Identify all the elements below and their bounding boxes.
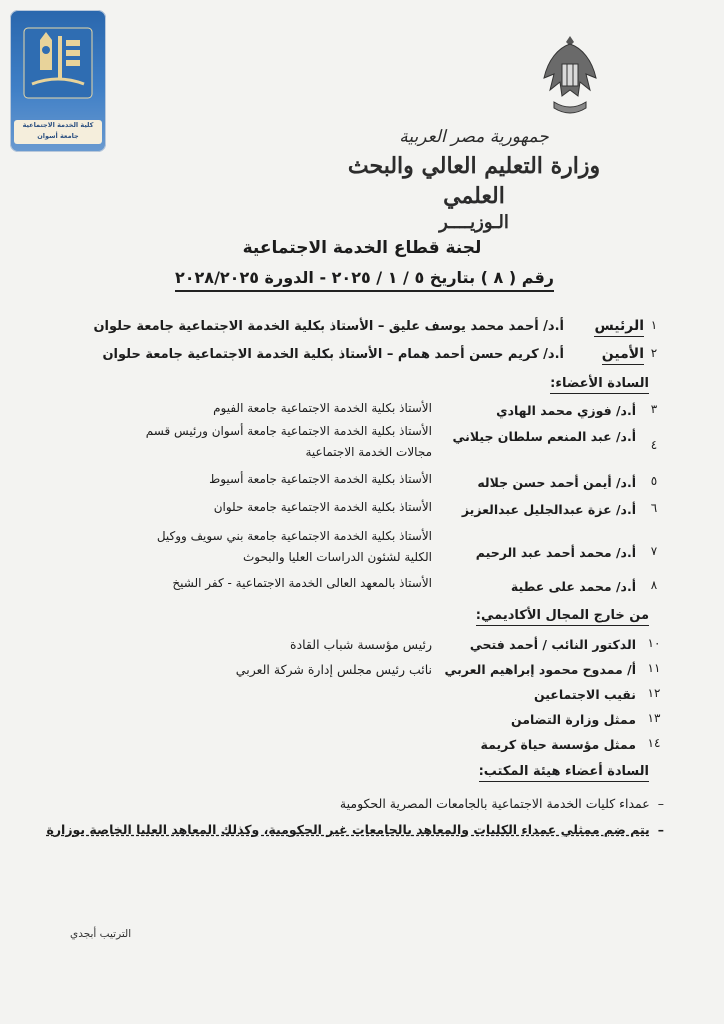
row-number: ١٣ <box>647 711 661 725</box>
member-description: الأستاذ بكلية الخدمة الاجتماعية جامعة أسوان ورئيس قسم مجالات الخدمة الاجتماعية <box>145 424 432 459</box>
member-name: أ.د/ عزة عبدالجليل عبدالعزيز <box>461 502 636 517</box>
faculty-logo <box>10 10 106 152</box>
member-name: أ.د/ أيمن أحمد حسن جلاله <box>477 475 636 490</box>
member-name: أ.د/ عبد المنعم سلطان جيلاني <box>452 429 636 444</box>
eagle-emblem-icon <box>540 30 600 122</box>
pharaonic-emblem-icon <box>10 10 106 120</box>
member-description: الأستاذ بالمعهد العالى الخدمة الاجتماعية - كفر الشيخ <box>172 576 432 590</box>
row-number: ١٠ <box>647 636 661 650</box>
row-number: ٤ <box>650 438 658 452</box>
faculty-logo-caption <box>14 120 102 144</box>
office-heading: السادة أعضاء هيئة المكتب: <box>479 763 649 782</box>
row-number: ١ <box>650 318 658 332</box>
row-number: ٥ <box>650 474 658 488</box>
member-name: أ.د/ محمد على عطية <box>510 579 636 594</box>
member-description: الأستاذ بكلية الخدمة الاجتماعية جامعة أسيوط <box>209 472 432 486</box>
dash-bullet: – <box>657 796 664 811</box>
member-name: أ.د/ محمد أحمد عبد الرحيم <box>475 545 636 560</box>
row-number: ٢ <box>650 346 658 360</box>
row-number: ٦ <box>650 501 658 515</box>
row-number: ٧ <box>650 544 658 558</box>
dash-bullet: – <box>657 822 664 837</box>
row-number: ١٤ <box>647 736 661 750</box>
office-item-text: عمداء كليات الخدمة الاجتماعية بالجامعات المصرية الحكومية <box>339 796 650 811</box>
external-member-name: نقيب الاجتماعين <box>533 687 636 702</box>
document-reference: رقم ( ٨ ) بتاريخ ٥ / ١ / ٢٠٢٥ - الدورة ٢٠٢٨/٢٠٢٥ <box>175 268 554 292</box>
row-number: ١١ <box>647 661 661 675</box>
external-member-description: رئيس مؤسسة شباب القادة <box>290 637 432 652</box>
external-member-description: نائب رئيس مجلس إدارة شركة العربي <box>235 662 432 677</box>
member-description: الأستاذ بكلية الخدمة الاجتماعية جامعة بني سويف ووكيل الكلية لشئون الدراسات العليا والبحوث <box>156 529 432 564</box>
member-description: الأستاذ بكلية الخدمة الاجتماعية جامعة حلوان <box>213 500 432 514</box>
row-number: ١٢ <box>647 686 661 700</box>
secretary-text: أ.د/ كريم حسن أحمد همام – الأستاذ بكلية الخدمة الاجتماعية جامعة حلوان <box>102 347 564 362</box>
ministry-header <box>324 125 624 235</box>
external-member-name: ممثل مؤسسة حياة كريمة <box>480 737 636 752</box>
footer-note: الترتيب أبجدي <box>70 928 132 940</box>
row-number: ٣ <box>650 402 658 416</box>
external-heading: من خارج المجال الأكاديمي: <box>476 607 649 626</box>
external-member-name: أ/ ممدوح محمود إبراهيم العربي <box>444 662 636 677</box>
row-number: ٨ <box>650 578 658 592</box>
member-description: الأستاذ بكلية الخدمة الاجتماعية جامعة الفيوم <box>213 401 432 415</box>
faculty-logo-caption-line2: جامعة أسوان <box>37 132 79 140</box>
role-chairman: الرئيس <box>594 317 644 337</box>
external-member-name: الدكتور النائب / أحمد فتحي <box>469 637 636 652</box>
faculty-logo-caption-line1: كلية الخدمة الاجتماعية <box>22 121 94 129</box>
external-member-name: ممثل وزارة التضامن <box>511 712 636 727</box>
chairman-text: أ.د/ أحمد محمد يوسف عليق – الأستاذ بكلية الخدمة الاجتماعية جامعة حلوان <box>93 319 564 334</box>
republic-name: جمهورية مصر العربية <box>399 127 549 147</box>
members-heading: السادة الأعضاء: <box>550 375 649 394</box>
document-title: لجنة قطاع الخدمة الاجتماعية <box>242 238 482 258</box>
office-item <box>340 793 664 814</box>
ministry-name: وزارة التعليم العالي والبحث العلمي <box>347 153 601 209</box>
office-item-text: يتم ضم ممثلي عمداء الكليات والمعاهد بالجامعات غير الحكومية، وكذلك المعاهد العليا الخاصة بوزارة <box>46 822 650 837</box>
role-secretary: الأمين <box>602 345 644 365</box>
minister-label: الـوزيــــر <box>439 212 509 233</box>
office-item <box>46 819 664 840</box>
member-name: أ.د/ فوزي محمد الهادي <box>496 403 636 418</box>
